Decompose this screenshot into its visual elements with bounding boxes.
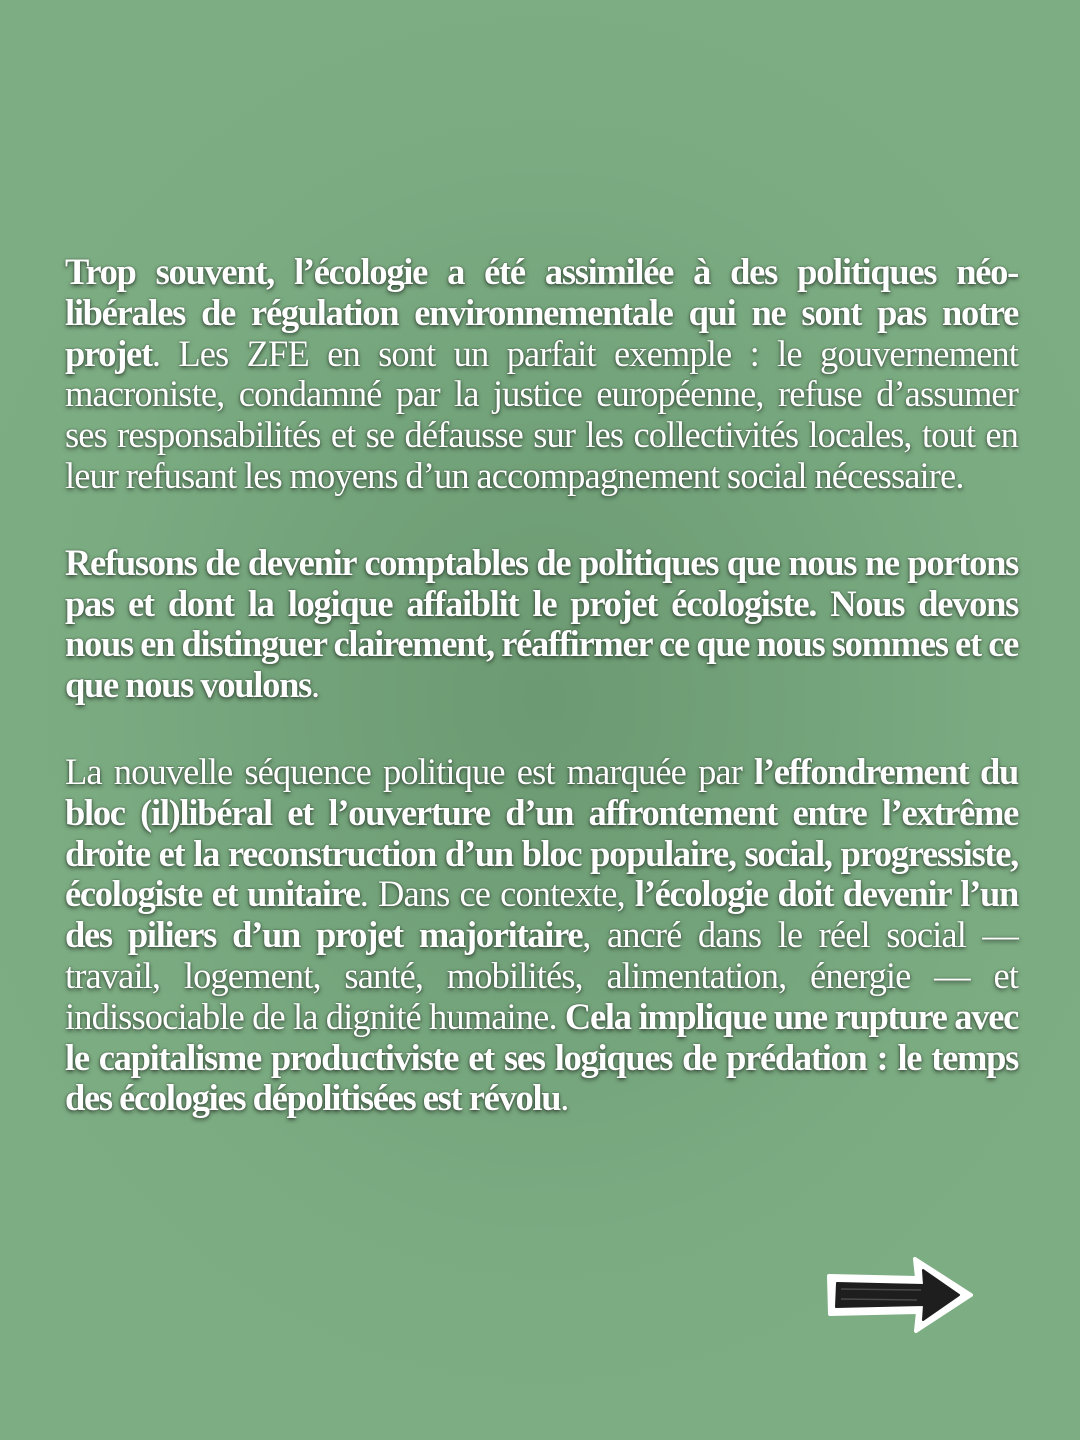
paragraph-1-text: . Les ZFE en sont un parfait exemple : le gouvernement macroniste, condamné par la justice européenne, refuse d’assumer ses responsabilités et se défausse sur les collectivités locales, tout en leur refusant les moyens d’un accompagnement social nécessaire. <box>65 332 1018 496</box>
paragraph-3-text-2: . Dans ce contexte, <box>359 873 635 915</box>
right-arrow-icon <box>825 1255 975 1335</box>
next-button[interactable] <box>825 1255 975 1335</box>
paragraph-3-bold-1: l’effondrement du bloc (il)libéral et l’ouverture d’un affrontement entre l’extrême droite et la reconstruction d’un bloc populaire, social, progressiste, écologiste et unitaire <box>65 750 1018 915</box>
paragraph-1 <box>65 252 1018 497</box>
paragraph-2-bold: Refusons de devenir comptables de politiques que nous ne portons pas et dont la logique affaiblit le projet écologiste. Nous devons nous en distinguer clairement, réaffirmer ce que nous sommes et ce que nous voulons <box>65 541 1018 706</box>
paragraph-3-text-1: La nouvelle séquence politique est marquée par <box>65 750 755 792</box>
paragraph-2-text: . <box>311 664 320 706</box>
paragraph-2 <box>65 543 1018 706</box>
paragraph-3-bold-2: l’écologie doit devenir l’un des piliers d’un projet majoritaire <box>65 873 1018 956</box>
paragraph-3-text-4: . <box>560 1077 569 1119</box>
text-body <box>65 252 1018 1165</box>
paragraph-3-text-3: , ancré dans le réel social — travail, logement, santé, mobilités, alimentation, énergie — et indissociable de la dignité humaine. <box>65 914 1018 1037</box>
paragraph-3-bold-3: Cela implique une rupture avec le capitalisme productiviste et ses logiques de prédation : le temps des écologies dépolitisées est révolu <box>65 995 1019 1119</box>
paragraph-1-bold: Trop souvent, l’écologie a été assimilée à des politiques néo-libérales de régulation environnementale qui ne sont pas notre projet <box>65 251 1018 374</box>
paragraph-3 <box>65 752 1018 1119</box>
